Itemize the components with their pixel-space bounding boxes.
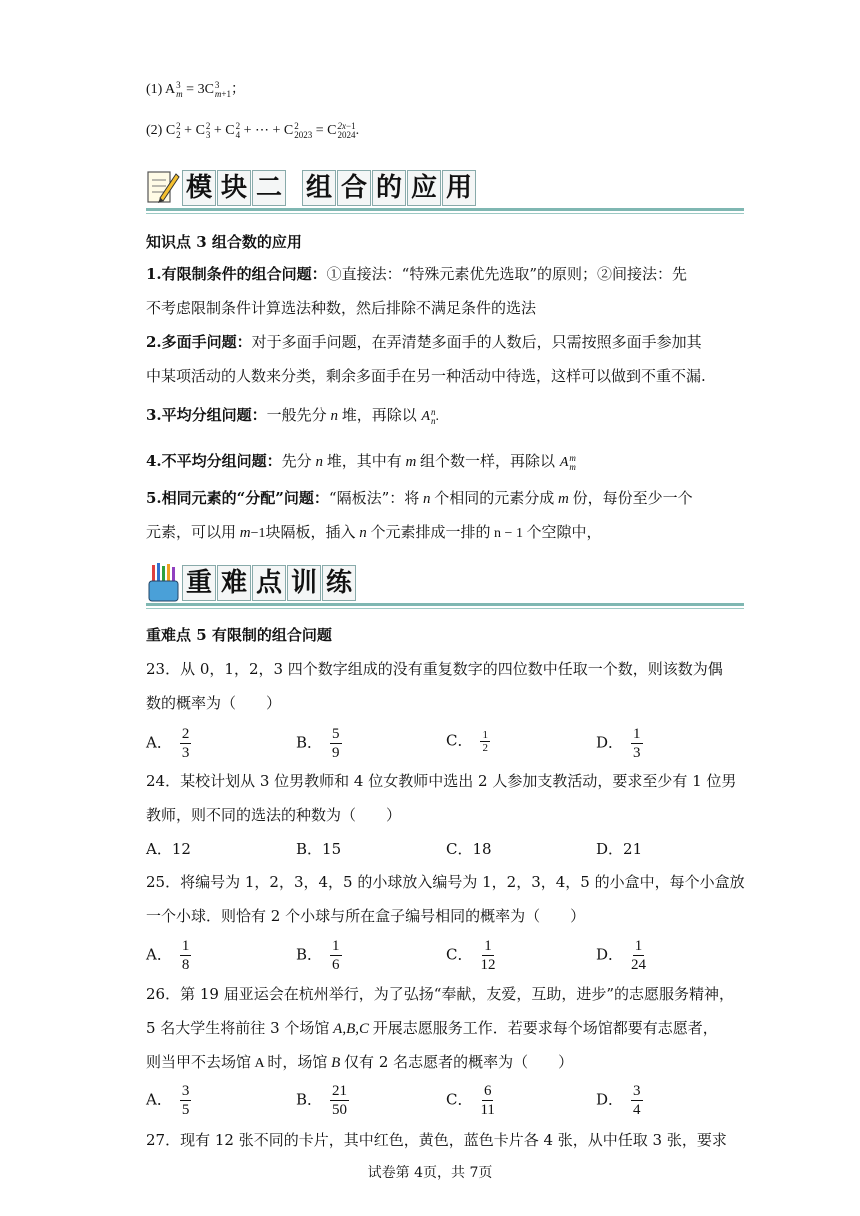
q26-line3-b: 时，场馆 xyxy=(267,1053,328,1071)
numerator: 1 xyxy=(332,938,340,954)
denominator: 5 xyxy=(181,1102,190,1118)
training-char: 练 xyxy=(322,565,356,601)
module2-char: 组 xyxy=(302,170,336,206)
module2-char xyxy=(287,170,301,204)
page-footer: 试卷第 4页，共 7页 xyxy=(367,1165,493,1181)
q26-option-b[interactable] xyxy=(296,1082,349,1119)
knowledge-heading: 知识点 3 组合数的应用 xyxy=(146,233,302,251)
option-label: C． xyxy=(446,731,473,750)
p4-title: 4.不平均分组问题： xyxy=(146,452,282,470)
p5-text-c: 份，每份至少一个 xyxy=(572,489,693,507)
option-value: 12 xyxy=(171,840,191,858)
p1-title: 1.有限制条件的组合问题： xyxy=(146,265,327,283)
module2-char: 模 xyxy=(182,170,216,206)
numerator: 1 xyxy=(633,726,641,742)
option-label: C． xyxy=(446,840,473,858)
option-label: C． xyxy=(446,945,473,964)
option-label: D． xyxy=(596,840,624,858)
numerator: 5 xyxy=(332,726,340,742)
module2-char: 的 xyxy=(372,170,406,206)
p5-text-a: “隔板法”：将 xyxy=(328,489,420,507)
q26-line2: 5 名大学生将前往 3 个场馆 A,B,C 开展志愿服务工作．若要求每个场馆都要有志愿者， xyxy=(146,1019,718,1037)
p4-text-a: 先分 xyxy=(281,452,312,470)
p1-text-a: ①直接法：“特殊元素优先选取”的原则；②间接法：先 xyxy=(326,265,688,283)
denominator: 9 xyxy=(332,745,340,761)
q25-line1: 25．将编号为 1，2，3，4，5 的小球放入编号为 1，2，3，4，5 的小盒中，每个小盒放 xyxy=(146,873,745,891)
training-char: 难 xyxy=(217,565,251,601)
p4-text-c: 组个数一样，再除以 xyxy=(420,452,556,470)
module2-char: 应 xyxy=(407,170,441,206)
training-banner xyxy=(146,563,736,607)
numerator: 2 xyxy=(181,726,190,742)
q25-option-a[interactable] xyxy=(146,937,191,974)
option-label: A． xyxy=(146,945,172,964)
p5-title: 5.相同元素的“分配”问题： xyxy=(146,489,329,507)
training-char: 点 xyxy=(252,565,286,601)
knowledge-p5-line2: 元素，可以用 m−1块隔板，插入 n 个元素排成一排的 n − 1 个空隙中， xyxy=(146,523,602,541)
module2-char: 用 xyxy=(442,170,476,206)
module2-char: 块 xyxy=(217,170,251,206)
training-char: 训 xyxy=(287,565,321,601)
q26-line3-c: 仅有 2 名志愿者的概率为（ ） xyxy=(344,1053,574,1071)
q23-option-d[interactable] xyxy=(596,725,643,762)
q26-line1: 26．第 19 届亚运会在杭州举行，为了弘扬“奉献，友爱，互助，进步”的志愿服务精神， xyxy=(146,985,735,1003)
p3-title: 3.平均分组问题： xyxy=(146,406,267,424)
numerator: 6 xyxy=(483,1083,492,1099)
p2-title: 2.多面手问题： xyxy=(146,333,252,351)
p5-text-f: 个元素排成一排的 xyxy=(370,523,491,541)
q26-option-c[interactable] xyxy=(446,1082,495,1119)
p2-text-a: 对于多面手问题，在弄清楚多面手的人数后，只需按照多面手参加其 xyxy=(251,333,702,351)
numerator: 1 xyxy=(181,938,190,954)
p5-text-e: 块隔板，插入 xyxy=(265,523,356,541)
q23-option-b[interactable] xyxy=(296,725,342,762)
knowledge-p2-line2: 中某项活动的人数来分类，剩余多面手在另一种活动中待选，这样可以做到不重不漏. xyxy=(146,367,706,385)
p3-text-b: 堆，再除以 xyxy=(341,406,417,424)
denominator: 12 xyxy=(480,957,496,973)
option-label: B． xyxy=(296,945,323,964)
knowledge-p2-line1 xyxy=(146,331,702,353)
numerator: 3 xyxy=(181,1083,190,1099)
q24-line2: 教师，则不同的选法的种数为（ ） xyxy=(146,806,402,824)
q25-line2: 一个小球．则恰有 2 个小球与所在盒子编号相同的概率为（ ） xyxy=(146,907,586,925)
knowledge-p1-line2: 不考虑限制条件计算选法种数，然后排除不满足条件的选法 xyxy=(146,299,537,317)
q24-option-c[interactable] xyxy=(446,838,492,859)
q26-line3: 则当甲不去场馆 A 时，场馆 B 仅有 2 名志愿者的概率为（ ） xyxy=(146,1053,574,1071)
denominator: 3 xyxy=(633,745,641,761)
formula-2-prefix: (2) xyxy=(146,123,163,139)
option-label: D． xyxy=(596,733,624,752)
option-label: C． xyxy=(446,1090,473,1109)
option-label: D． xyxy=(596,945,624,964)
knowledge-p3: 3.平均分组问题：一般先分 n 堆，再除以 A n n . xyxy=(146,406,440,426)
p5-text-b: 个相同的元素分成 xyxy=(434,489,555,507)
formula-2: (2) C 2 2 + C 2 3 + C 2 4 + ⋯ + C 2 2023 = C 2x−1 2024 . xyxy=(146,121,360,140)
notepad-pencil-icon xyxy=(146,168,180,206)
q24-line1: 24．某校计划从 3 位男教师和 4 位女教师中选出 2 人参加支教活动，要求至少有 1 位男 xyxy=(146,772,737,790)
p5-text-g: 个空隙中， xyxy=(526,523,602,541)
module2-char: 合 xyxy=(337,170,371,206)
q24-option-d[interactable] xyxy=(596,838,642,859)
denominator: 11 xyxy=(480,1102,495,1118)
denominator: 3 xyxy=(181,745,190,761)
denominator: 50 xyxy=(332,1102,348,1118)
q27-line1: 27．现有 12 张不同的卡片，其中红色，黄色，蓝色卡片各 4 张，从中任取 3 张，要求 xyxy=(146,1131,727,1149)
q26-line3-a: 则当甲不去场馆 xyxy=(146,1053,252,1071)
q26-option-d[interactable] xyxy=(596,1082,643,1119)
denominator: 2 xyxy=(482,742,488,754)
q26-line2-b: 开展志愿服务工作．若要求每个场馆都要有志愿者， xyxy=(372,1019,718,1037)
q24-option-a[interactable] xyxy=(146,838,191,859)
denominator: 4 xyxy=(633,1102,641,1118)
option-label: D． xyxy=(596,1090,624,1109)
option-label: B． xyxy=(296,733,323,752)
option-label: A． xyxy=(146,1090,172,1109)
q26-option-a[interactable] xyxy=(146,1082,191,1119)
q24-option-b[interactable] xyxy=(296,838,341,859)
denominator: 8 xyxy=(181,957,190,973)
knowledge-p1-line1 xyxy=(146,263,687,285)
q23-line1: 23．从 0，1，2，3 四个数字组成的没有重复数字的四位数中任取一个数，则该数为偶 xyxy=(146,660,723,678)
option-value: 21 xyxy=(623,840,643,858)
option-label: B． xyxy=(296,840,323,858)
q25-option-c[interactable] xyxy=(446,937,495,974)
numerator: 1 xyxy=(634,938,643,954)
denominator: 6 xyxy=(332,957,340,973)
p5-text-d: 元素，可以用 xyxy=(146,523,237,541)
numerator: 1 xyxy=(482,729,488,741)
module2-char: 二 xyxy=(252,170,286,206)
knowledge-p4: 4.不平均分组问题：先分 n 堆，其中有 m 组个数一样，再除以 A m m xyxy=(146,452,576,472)
option-value: 18 xyxy=(472,840,492,858)
option-label: A． xyxy=(146,840,172,858)
q26-line2-a: 5 名大学生将前往 3 个场馆 xyxy=(146,1019,330,1037)
q23-option-a[interactable] xyxy=(146,725,191,762)
formula-1: (1) A 3 m = 3C 3 m $_{+1}$； xyxy=(146,79,245,99)
knowledge-p5-line1: 5.相同元素的“分配”问题：“隔板法”：将 n 个相同的元素分成 m 份，每份至少一个 xyxy=(146,489,693,507)
training-heading: 重难点 5 有限制的组合问题 xyxy=(146,626,332,644)
formula-1-prefix: (1) xyxy=(146,82,163,97)
q23-option-c[interactable] xyxy=(446,729,490,754)
denominator: 24 xyxy=(631,957,647,973)
numerator: 3 xyxy=(633,1083,641,1099)
option-label: A． xyxy=(146,733,172,752)
p4-text-b: 堆，其中有 xyxy=(326,452,402,470)
numerator: 1 xyxy=(484,938,492,954)
p3-text-a: 一般先分 xyxy=(266,406,327,424)
option-label: B． xyxy=(296,1090,323,1109)
training-char: 重 xyxy=(182,565,216,601)
option-value: 15 xyxy=(322,840,342,858)
module2-banner xyxy=(146,168,736,212)
q25-option-d[interactable] xyxy=(596,937,646,974)
q25-option-b[interactable] xyxy=(296,937,342,974)
q23-line2: 数的概率为（ ） xyxy=(146,694,282,712)
numerator: 21 xyxy=(332,1083,348,1099)
pencil-cup-icon xyxy=(146,563,182,603)
